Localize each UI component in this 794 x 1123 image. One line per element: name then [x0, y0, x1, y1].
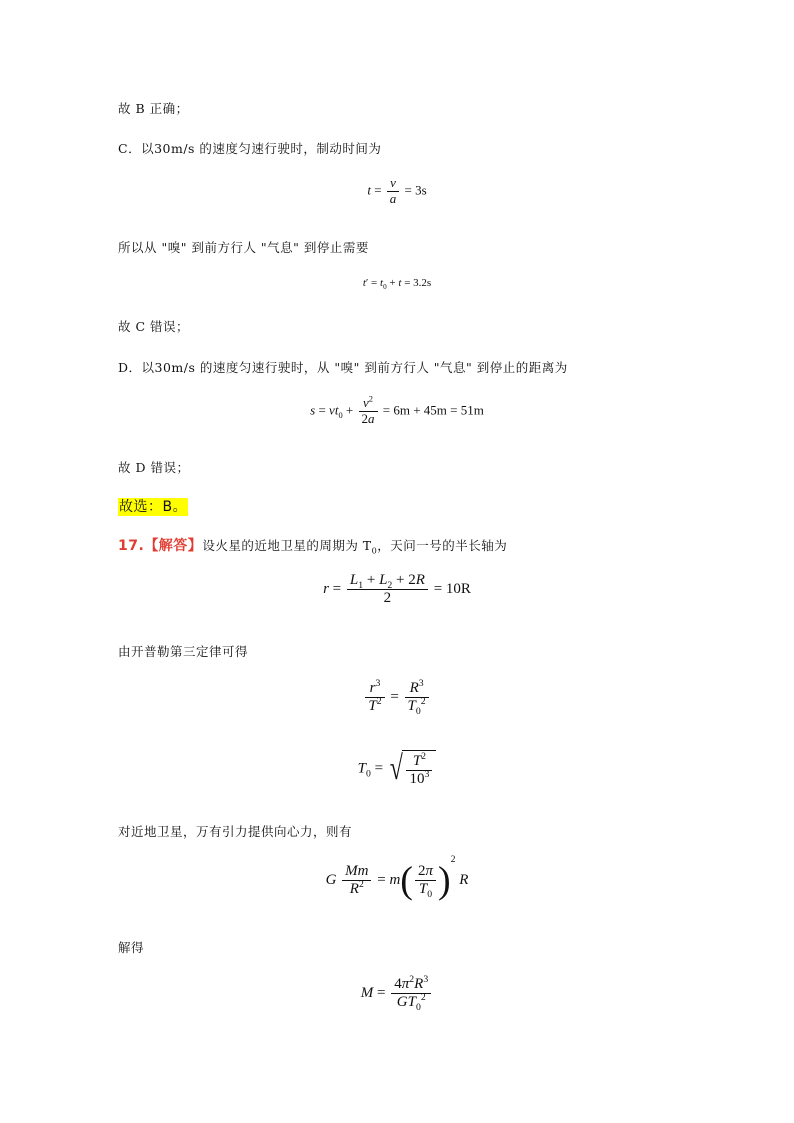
text-line: D．以30m/s 的速度匀速行驶时，从 "嗅" 到前方行人 "气息" 到停止的距离为	[118, 360, 568, 375]
equation-mass: M = $\frac{4\pi^2R^3}{GT_0^2}$	[0, 976, 794, 1012]
text-line: 由开普勒第三定律可得	[118, 644, 249, 659]
question-text-tail: ，天问一号的半长轴为	[377, 538, 508, 553]
answer-highlight: 故选：B。	[119, 499, 188, 515]
question-text: 设火星的近地卫星的周期为 T	[202, 538, 372, 553]
text-line: 故 D 错误；	[118, 460, 190, 475]
subscript: 0	[371, 545, 378, 556]
equation-result: = 3.2s	[404, 277, 432, 289]
text-line: 对近地卫星，万有引力提供向心力，则有	[118, 824, 353, 839]
equation-gravity-centripetal: G $\frac{Mm}{R^2}$ = m( $\frac{2\pi}{T_0}$ )$^2$ R	[325, 854, 469, 902]
equation-period: $T_0$ = √ $\frac{T^2}{10^3}$	[0, 750, 794, 789]
equation-kepler-third-law: $\frac{r^3}{T^2}$ = $\frac{R^3}{T_0^2}$	[0, 680, 794, 716]
text-line: 故 C 错误；	[118, 319, 190, 334]
equation-semi-major-axis: r = $\frac{L_1 + L_2 + 2R}{2}$ = 10R	[323, 572, 471, 607]
equation-result: = 3s	[404, 182, 427, 198]
answer-line	[118, 496, 188, 516]
equation-total-time: $t' = t_0 + t = 3.2s$	[362, 277, 432, 292]
text-line: C．以30m/s 的速度匀速行驶时，制动时间为	[118, 141, 382, 156]
text-line: 解得	[118, 940, 145, 955]
question-number: 17.	[118, 538, 145, 554]
sqrt-symbol: √ $\frac{T^2}{10^3}$	[387, 750, 437, 789]
question-17-intro	[118, 535, 507, 555]
equation-result: = 10R	[433, 581, 471, 598]
text-line: 所以从 "嗅" 到前方行人 "气息" 到停止需要	[118, 240, 369, 255]
equation-braking-time: t = $\frac{v}{a}$ = 3s	[367, 175, 427, 206]
equation-stopping-distance: $s = vt_0$ + $\frac{v^2}{2a}$ = 6m + 45m = 51m	[310, 393, 484, 426]
answer-label: 【解答】	[144, 538, 203, 554]
equation-result: = 6m + 45m = 51m	[382, 402, 484, 418]
text-line: 故 B 正确；	[118, 101, 189, 116]
